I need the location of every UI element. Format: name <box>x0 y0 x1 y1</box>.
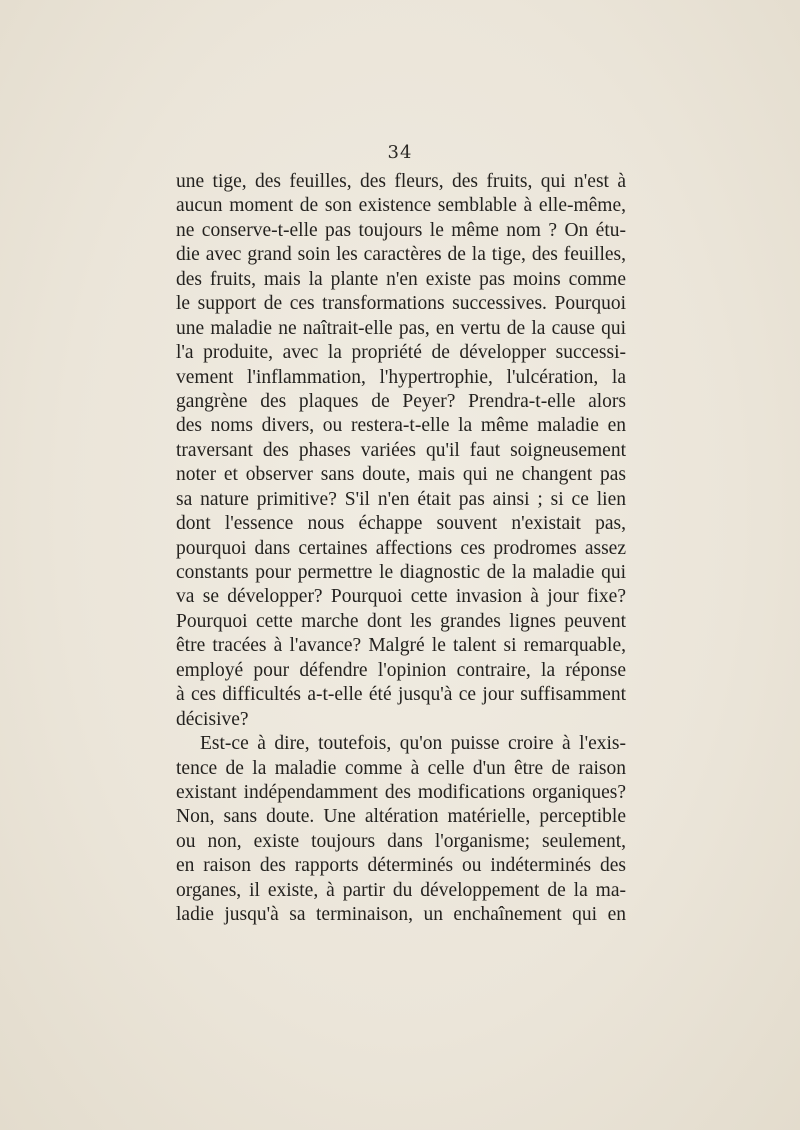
text-line: noter et observer sans doute, mais qui ne changent pas <box>176 464 626 486</box>
text-line: l'a produite, avec la propriété de développer successi- <box>176 342 626 364</box>
text-line: vement l'inflammation, l'hypertrophie, l'ulcération, la <box>176 366 626 388</box>
text-line: pourquoi dans certaines affections ces prodromes assez <box>176 537 626 559</box>
text-line: une tige, des feuilles, des fleurs, des fruits, qui n'est à <box>176 171 626 192</box>
text-line: à ces difficultés a-t-elle été jusqu'à ce jour suffisamment <box>176 684 626 706</box>
text-line: des noms divers, ou restera-t-elle la même maladie en <box>176 415 626 437</box>
paragraph <box>176 170 626 732</box>
text-line: ou non, existe toujours dans l'organisme; seulement, <box>176 830 626 852</box>
text-line: aucun moment de son existence semblable à elle-même, <box>176 195 626 217</box>
body-text <box>176 170 626 928</box>
text-line: existant indépendamment des modifications organiques? <box>176 781 626 803</box>
text-line: une maladie ne naîtrait-elle pas, en vertu de la cause qui <box>176 317 626 339</box>
text-line: décisive? <box>176 708 249 730</box>
paragraph <box>176 732 626 928</box>
text-line: va se développer? Pourquoi cette invasion à jour fixe? <box>176 586 626 608</box>
text-line: gangrène des plaques de Peyer? Prendra-t-elle alors <box>176 390 626 412</box>
text-line: Non, sans doute. Une altération matérielle, perceptible <box>176 806 626 828</box>
text-line: le support de ces transformations successives. Pourquoi <box>176 293 626 315</box>
text-line: ladie jusqu'à sa terminaison, un enchaînement qui en <box>176 904 626 926</box>
text-line: constants pour permettre le diagnostic de la maladie qui <box>176 562 626 583</box>
text-line: Est-ce à dire, toutefois, qu'on puisse croire à l'exis- <box>200 733 626 755</box>
page-number: 34 <box>387 142 413 163</box>
text-line: ne conserve-t-elle pas toujours le même nom ? On étu- <box>176 219 626 241</box>
text-line: en raison des rapports déterminés ou indéterminés des <box>176 855 626 877</box>
text-line: sa nature primitive? S'il n'en était pas ainsi ; si ce lien <box>176 488 626 510</box>
text-line: employé pour défendre l'opinion contraire, la réponse <box>176 659 626 681</box>
text-line: être tracées à l'avance? Malgré le talent si remarquable, <box>176 635 626 657</box>
text-line: Pourquoi cette marche dont les grandes lignes peuvent <box>176 610 626 632</box>
text-line: tence de la maladie comme à celle d'un être de raison <box>176 757 626 779</box>
text-line: dont l'essence nous échappe souvent n'existait pas, <box>176 513 626 535</box>
text-line: traversant des phases variées qu'il faut soigneusement <box>176 439 626 461</box>
text-line: organes, il existe, à partir du développement de la ma- <box>176 879 626 901</box>
text-line: die avec grand soin les caractères de la tige, des feuilles, <box>176 244 626 266</box>
text-line: des fruits, mais la plante n'en existe pas moins comme <box>176 268 626 290</box>
